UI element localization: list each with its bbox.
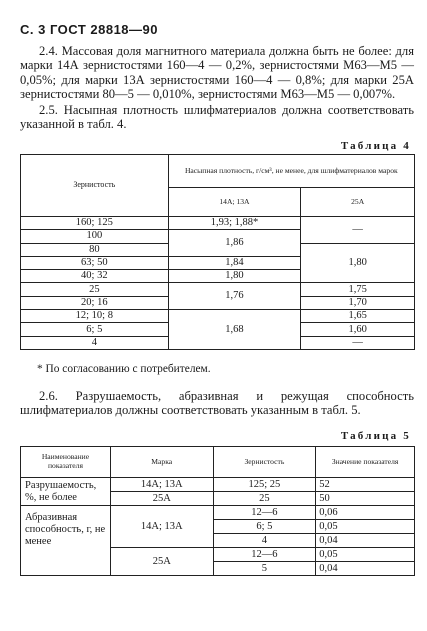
density-14a-cell: 1,68 <box>168 310 301 350</box>
density-25a-cell: — <box>301 217 415 244</box>
density-14a-cell: 1,76 <box>168 283 301 310</box>
grit-cell: 12; 10; 8 <box>21 310 169 323</box>
header-indicator-name: Наименование показателя <box>21 447 111 478</box>
grit-cell: 125; 25 <box>213 478 316 492</box>
header-mark: Марка <box>110 447 213 478</box>
header-density: Насыпная плотность, г/см³, не менее, для шлифматериалов марок <box>168 155 414 188</box>
value-cell: 0,05 <box>316 548 415 562</box>
grit-cell: 6; 5 <box>213 520 316 534</box>
footnote: * По согласованию с потребителем. <box>37 363 211 375</box>
paragraph-2-6-text: 2.6. Разрушаемость, абразивная и режущая способность шлифматериалов должны соответствовать указанным в табл. 5. <box>20 389 414 418</box>
value-cell: 50 <box>316 492 415 506</box>
mark-cell: 14А; 13А <box>110 506 213 548</box>
grit-cell: 12—6 <box>213 506 316 520</box>
header-value: Значение показателя <box>316 447 415 478</box>
value-cell: 0,05 <box>316 520 415 534</box>
density-14a-cell: 1,80 <box>168 270 301 283</box>
density-25a-cell: 1,80 <box>301 243 415 283</box>
grit-cell: 25 <box>21 283 169 296</box>
grit-cell: 4 <box>21 336 169 349</box>
grit-cell: 12—6 <box>213 548 316 562</box>
page-header: С. 3 ГОСТ 28818—90 <box>20 22 158 37</box>
mark-cell: 14А; 13А <box>110 478 213 492</box>
table-5 <box>20 446 415 576</box>
grit-cell: 25 <box>213 492 316 506</box>
paragraph-2-5 <box>20 103 414 132</box>
grit-cell: 40; 32 <box>21 270 169 283</box>
density-25a-cell: 1,65 <box>301 310 415 323</box>
grit-cell: 4 <box>213 534 316 548</box>
grit-cell: 160; 125 <box>21 217 169 230</box>
table-4-caption: Таблица 4 <box>340 140 411 152</box>
density-14a-cell: 1,84 <box>168 256 301 269</box>
density-25a-cell: 1,70 <box>301 296 415 309</box>
header-14a13a: 14А; 13А <box>168 188 301 217</box>
header-25a: 25А <box>301 188 415 217</box>
header-grit: Зернистость <box>213 447 316 478</box>
table-5-caption: Таблица 5 <box>340 430 411 442</box>
mark-cell: 25А <box>110 492 213 506</box>
density-14a-cell: 1,86 <box>168 230 301 257</box>
value-cell: 52 <box>316 478 415 492</box>
grit-cell: 80 <box>21 243 169 256</box>
indicator-name-cell: Разрушаемость, %, не более <box>21 478 111 506</box>
value-cell: 0,06 <box>316 506 415 520</box>
grit-cell: 20; 16 <box>21 296 169 309</box>
value-cell: 0,04 <box>316 562 415 576</box>
paragraph-2-4 <box>20 44 414 102</box>
paragraph-2-4-text: 2.4. Массовая доля магнитного материала должна быть не более: для марки 14А зернистостями 160—4 — 0,2%, зернистостями М63—М5 — 0,05%; для марки 13А зернистостями 160—4 — 0,8%; для марки 25А зернистостями 80—5 — 0,010%, зернистостями М63—М5 — 0,007%. <box>20 44 414 102</box>
table-4 <box>20 154 415 350</box>
header-grit: Зернистость <box>21 155 169 217</box>
paragraph-2-6 <box>20 389 414 418</box>
density-25a-cell: — <box>301 336 415 349</box>
paragraph-2-5-text: 2.5. Насыпная плотность шлифматериалов должна соответствовать указанной в табл. 4. <box>20 103 414 132</box>
density-14a-cell: 1,93; 1,88* <box>168 217 301 230</box>
grit-cell: 100 <box>21 230 169 243</box>
grit-cell: 6; 5 <box>21 323 169 336</box>
grit-cell: 63; 50 <box>21 256 169 269</box>
grit-cell: 5 <box>213 562 316 576</box>
density-25a-cell: 1,60 <box>301 323 415 336</box>
value-cell: 0,04 <box>316 534 415 548</box>
density-25a-cell: 1,75 <box>301 283 415 296</box>
mark-cell: 25А <box>110 548 213 576</box>
indicator-name-cell: Абразивная способность, г, не менее <box>21 506 111 576</box>
